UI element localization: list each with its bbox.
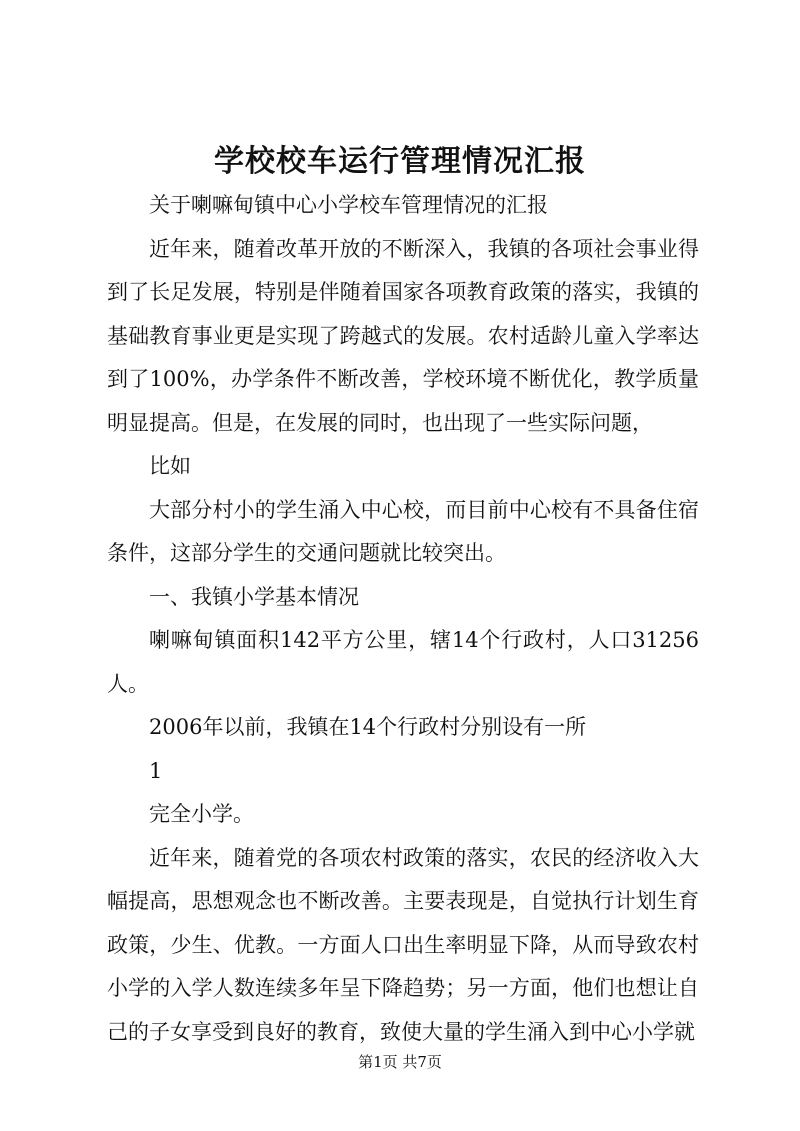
document-title: 学校校车运行管理情况汇报: [214, 144, 586, 179]
section-heading: 一、我镇小学基本情况: [149, 584, 359, 609]
paragraph-intro: 近年来，随着改革开放的不断深入，我镇的各项社会事业得到了长足发展，特别是伴随着国家各项教育政策的落实，我镇的基础教育事业更是实现了跨越式的发展。农村适龄儿童入学率达到了100%，办学条件不断改善，学校环境不断优化，教学质量明显提高。但是，在发展的同时，也出现了一些实际问题，: [107, 236, 699, 435]
document-body: [107, 184, 699, 1054]
paragraph-problem: 大部分村小的学生涌入中心校，而目前中心校有不具备住宿条件，这部分学生的交通问题就比较突出。: [107, 497, 699, 565]
paragraph-example: 比如: [149, 454, 191, 478]
paragraph-number: 1: [149, 758, 163, 783]
page-footer: 第1页 共7页: [358, 1053, 442, 1071]
paragraph-policy: 近年来，随着党的各项农村政策的落实，农民的经济收入大幅提高，思想观念也不断改善。主要表现是，自觉执行计划生育政策，少生、优教。一方面人口出生率明显下降，从而导致农村小学的入学人数连续多年呈下降趋势；另一方面，他们也想让自己的子女享受到良好的教育，致使大量的学生涌入到中心小学就: [107, 845, 699, 1044]
paragraph-subtitle: 关于喇嘛甸镇中心小学校车管理情况的汇报: [149, 193, 548, 217]
paragraph-area: 喇嘛甸镇面积142平方公里，辖14个行政村，人口31256人。: [107, 628, 699, 696]
paragraph-school: 完全小学。: [149, 802, 254, 826]
paragraph-history: 2006年以前，我镇在14个行政村分别设有一所: [149, 715, 587, 739]
